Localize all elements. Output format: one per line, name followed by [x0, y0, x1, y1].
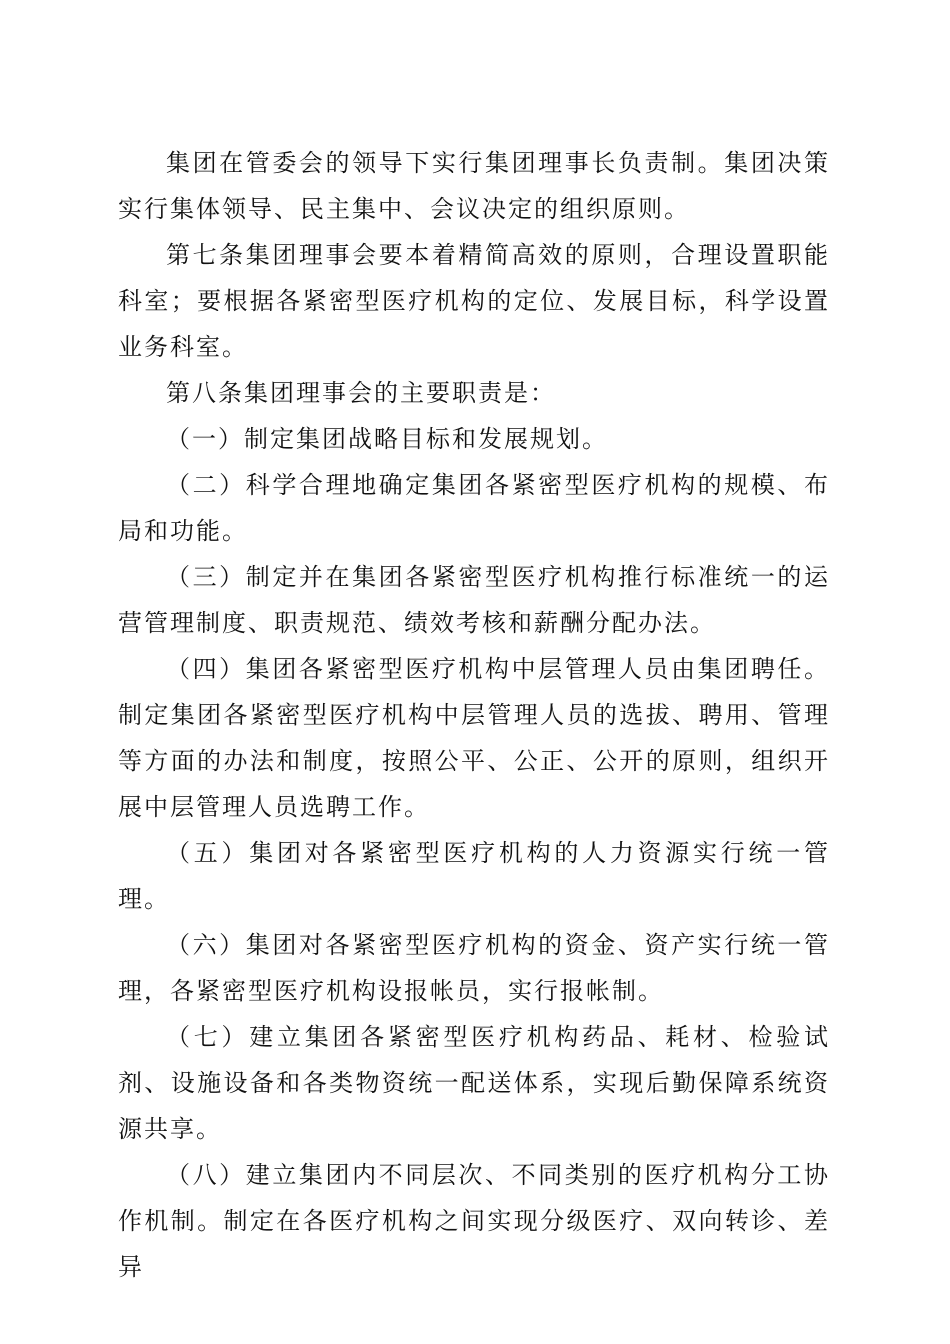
paragraph-duty-1: （一）制定集团战略目标和发展规划。: [166, 425, 608, 453]
paragraph-duty-7: （七）建立集团各紧密型医疗机构药品、耗材、检验试剂、设施设备和各类物资统一配送体系，实现后勤保障系统资源共享。: [118, 1023, 830, 1143]
paragraph-duty-4: （四）集团各紧密型医疗机构中层管理人员由集团聘任。制定集团各紧密型医疗机构中层管理人员的选拔、聘用、管理等方面的办法和制度，按照公平、公正、公开的原则，组织开展中层管理人员选聘工作。: [118, 655, 830, 821]
paragraph-duty-5: （五）集团对各紧密型医疗机构的人力资源实行统一管理。: [118, 839, 830, 913]
paragraph-article-7: 第七条集团理事会要本着精简高效的原则，合理设置职能科室；要根据各紧密型医疗机构的定位、发展目标，科学设置业务科室。: [118, 241, 830, 361]
paragraph-article-8-heading: 第八条集团理事会的主要职责是：: [166, 379, 556, 407]
paragraph-duty-2: （二）科学合理地确定集团各紧密型医疗机构的规模、布局和功能。: [118, 471, 830, 545]
paragraph-leadership: 集团在管委会的领导下实行集团理事长负责制。集团决策实行集体领导、民主集中、会议决定的组织原则。: [118, 149, 830, 223]
paragraph-duty-3: （三）制定并在集团各紧密型医疗机构推行标准统一的运营管理制度、职责规范、绩效考核和薪酬分配办法。: [118, 563, 830, 637]
paragraph-duty-6: （六）集团对各紧密型医疗机构的资金、资产实行统一管理，各紧密型医疗机构设报帐员，实行报帐制。: [118, 931, 830, 1005]
paragraph-duty-8: （八）建立集团内不同层次、不同类别的医疗机构分工协作机制。制定在各医疗机构之间实现分级医疗、双向转诊、差异: [118, 1161, 830, 1281]
document-body: [118, 140, 830, 1290]
